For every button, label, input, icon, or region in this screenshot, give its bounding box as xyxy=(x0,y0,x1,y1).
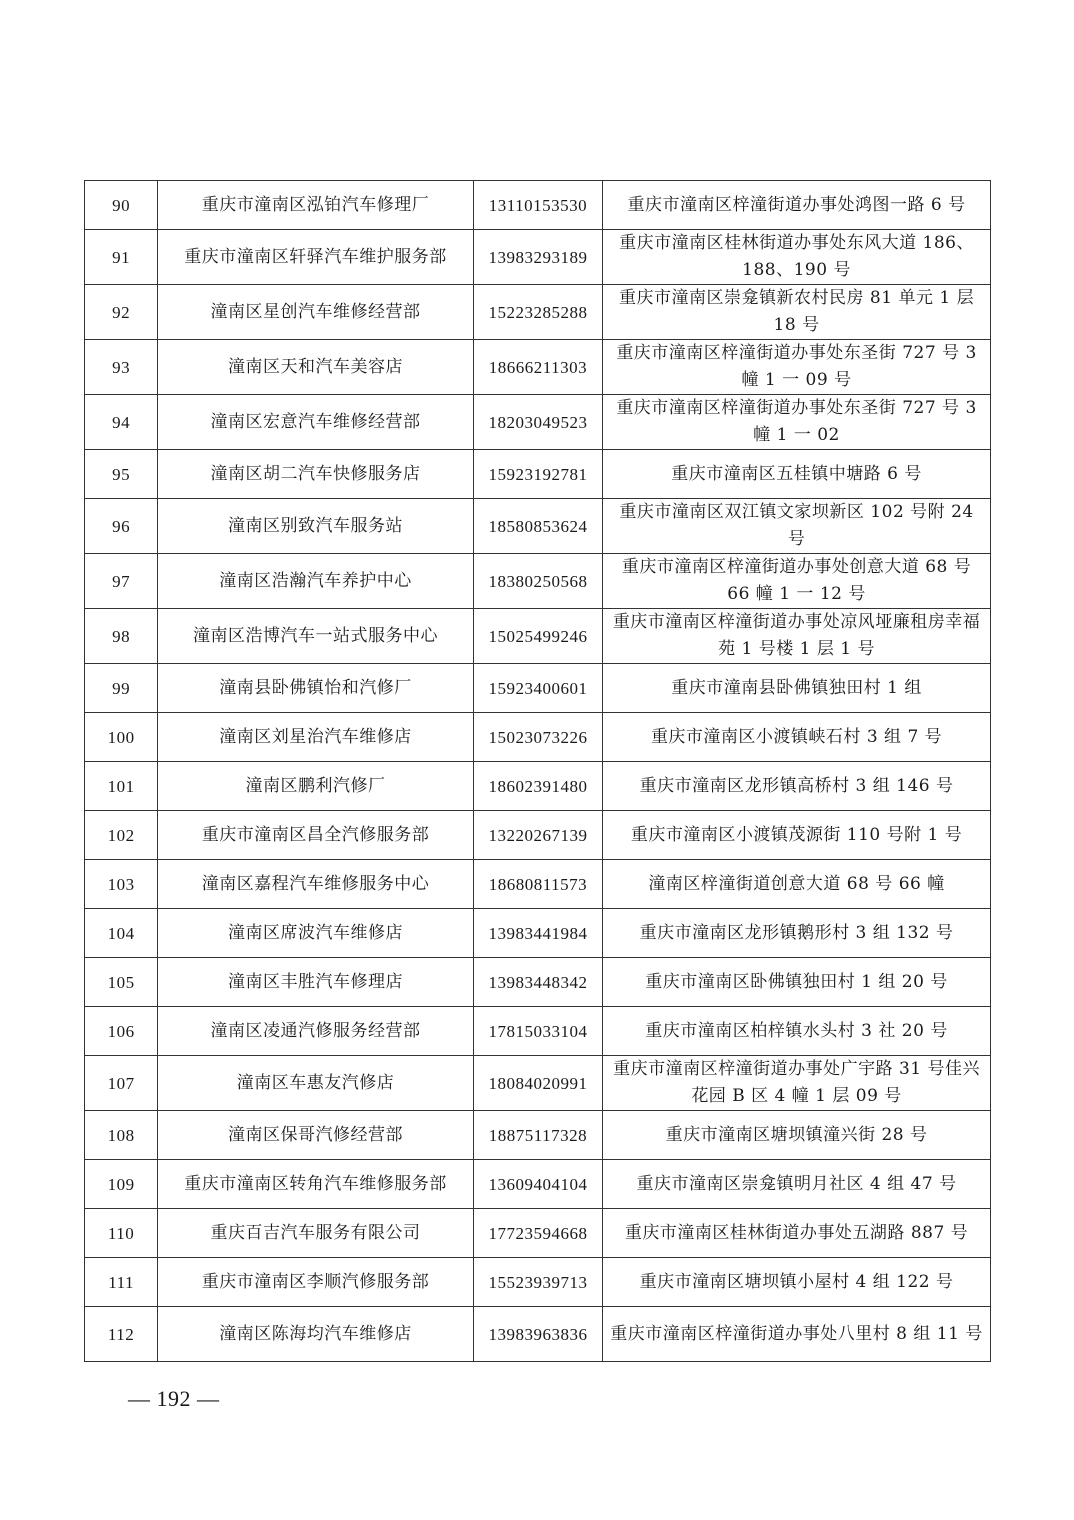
address-cell: 重庆市潼南区梓潼街道办事处东圣街 727 号 3 幢 1 一 02 xyxy=(603,395,991,450)
row-number-cell: 94 xyxy=(85,395,158,450)
address-cell: 重庆市潼南区塘坝镇潼兴街 28 号 xyxy=(603,1111,991,1160)
table-row xyxy=(85,909,991,958)
row-number-cell: 102 xyxy=(85,811,158,860)
address-cell: 重庆市潼南县卧佛镇独田村 1 组 xyxy=(603,664,991,713)
shop-name-cell: 潼南区鹏利汽修厂 xyxy=(158,762,474,811)
phone-cell: 13983448342 xyxy=(473,958,602,1007)
shop-name-cell: 潼南区陈海均汽车维修店 xyxy=(158,1307,474,1362)
row-number-cell: 106 xyxy=(85,1007,158,1056)
shop-name-cell: 潼南区嘉程汽车维修服务中心 xyxy=(158,860,474,909)
address-cell: 重庆市潼南区小渡镇峡石村 3 组 7 号 xyxy=(603,713,991,762)
table-row xyxy=(85,1307,991,1362)
phone-cell: 15523939713 xyxy=(473,1258,602,1307)
table-row xyxy=(85,1056,991,1111)
row-number-cell: 109 xyxy=(85,1160,158,1209)
address-cell: 重庆市潼南区崇龛镇新农村民房 81 单元 1 层 18 号 xyxy=(603,285,991,340)
row-number-cell: 95 xyxy=(85,450,158,499)
page-number: — 192 — xyxy=(128,1386,220,1411)
shop-name-cell: 潼南区胡二汽车快修服务店 xyxy=(158,450,474,499)
table-row xyxy=(85,395,991,450)
shop-name-cell: 潼南区保哥汽修经营部 xyxy=(158,1111,474,1160)
address-cell: 重庆市潼南区梓潼街道办事处鸿图一路 6 号 xyxy=(603,181,991,230)
address-cell: 重庆市潼南区双江镇文家坝新区 102 号附 24 号 xyxy=(603,499,991,554)
row-number-cell: 96 xyxy=(85,499,158,554)
phone-cell: 18602391480 xyxy=(473,762,602,811)
table-row xyxy=(85,285,991,340)
address-cell: 重庆市潼南区柏梓镇水头村 3 社 20 号 xyxy=(603,1007,991,1056)
phone-cell: 13983293189 xyxy=(473,230,602,285)
phone-cell: 15025499246 xyxy=(473,609,602,664)
phone-cell: 13220267139 xyxy=(473,811,602,860)
row-number-cell: 108 xyxy=(85,1111,158,1160)
phone-cell: 18680811573 xyxy=(473,860,602,909)
phone-cell: 18084020991 xyxy=(473,1056,602,1111)
shop-name-cell: 潼南区别致汽车服务站 xyxy=(158,499,474,554)
shop-name-cell: 潼南区天和汽车美容店 xyxy=(158,340,474,395)
row-number-cell: 92 xyxy=(85,285,158,340)
address-cell: 重庆市潼南区梓潼街道办事处凉风垭廉租房幸福苑 1 号楼 1 层 1 号 xyxy=(603,609,991,664)
row-number-cell: 97 xyxy=(85,554,158,609)
shop-name-cell: 潼南区刘星治汽车维修店 xyxy=(158,713,474,762)
address-cell: 重庆市潼南区五桂镇中塘路 6 号 xyxy=(603,450,991,499)
table-row xyxy=(85,1111,991,1160)
address-cell: 重庆市潼南区卧佛镇独田村 1 组 20 号 xyxy=(603,958,991,1007)
row-number-cell: 105 xyxy=(85,958,158,1007)
table-row xyxy=(85,609,991,664)
table-row xyxy=(85,811,991,860)
row-number-cell: 91 xyxy=(85,230,158,285)
shop-name-cell: 重庆市潼南区转角汽车维修服务部 xyxy=(158,1160,474,1209)
shop-name-cell: 重庆市潼南区李顺汽修服务部 xyxy=(158,1258,474,1307)
table-row xyxy=(85,664,991,713)
phone-cell: 13609404104 xyxy=(473,1160,602,1209)
table-row xyxy=(85,554,991,609)
row-number-cell: 104 xyxy=(85,909,158,958)
row-number-cell: 110 xyxy=(85,1209,158,1258)
shop-name-cell: 重庆市潼南区昌全汽修服务部 xyxy=(158,811,474,860)
address-cell: 重庆市潼南区龙形镇鹅形村 3 组 132 号 xyxy=(603,909,991,958)
phone-cell: 13110153530 xyxy=(473,181,602,230)
row-number-cell: 107 xyxy=(85,1056,158,1111)
address-cell: 重庆市潼南区塘坝镇小屋村 4 组 122 号 xyxy=(603,1258,991,1307)
shop-name-cell: 潼南区浩博汽车一站式服务中心 xyxy=(158,609,474,664)
table-row xyxy=(85,1258,991,1307)
address-cell: 重庆市潼南区桂林街道办事处五湖路 887 号 xyxy=(603,1209,991,1258)
address-cell: 重庆市潼南区崇龛镇明月社区 4 组 47 号 xyxy=(603,1160,991,1209)
phone-cell: 15023073226 xyxy=(473,713,602,762)
address-cell: 重庆市潼南区梓潼街道办事处八里村 8 组 11 号 xyxy=(603,1307,991,1362)
table-row xyxy=(85,1209,991,1258)
row-number-cell: 111 xyxy=(85,1258,158,1307)
shop-name-cell: 潼南区车惠友汽修店 xyxy=(158,1056,474,1111)
address-cell: 重庆市潼南区梓潼街道办事处创意大道 68 号 66 幢 1 一 12 号 xyxy=(603,554,991,609)
address-cell: 重庆市潼南区梓潼街道办事处东圣街 727 号 3 幢 1 一 09 号 xyxy=(603,340,991,395)
address-cell: 重庆市潼南区梓潼街道办事处广宇路 31 号佳兴花园 B 区 4 幢 1 层 09 号 xyxy=(603,1056,991,1111)
shop-name-cell: 潼南区星创汽车维修经营部 xyxy=(158,285,474,340)
shop-name-cell: 重庆百吉汽车服务有限公司 xyxy=(158,1209,474,1258)
table-row xyxy=(85,713,991,762)
row-number-cell: 101 xyxy=(85,762,158,811)
table-row xyxy=(85,340,991,395)
address-cell: 重庆市潼南区小渡镇茂源街 110 号附 1 号 xyxy=(603,811,991,860)
table-row xyxy=(85,958,991,1007)
table-row xyxy=(85,230,991,285)
row-number-cell: 112 xyxy=(85,1307,158,1362)
phone-cell: 17815033104 xyxy=(473,1007,602,1056)
shop-name-cell: 潼南县卧佛镇怡和汽修厂 xyxy=(158,664,474,713)
row-number-cell: 93 xyxy=(85,340,158,395)
table-row xyxy=(85,762,991,811)
address-cell: 重庆市潼南区桂林街道办事处东风大道 186、188、190 号 xyxy=(603,230,991,285)
phone-cell: 15923400601 xyxy=(473,664,602,713)
shop-name-cell: 重庆市潼南区泓铂汽车修理厂 xyxy=(158,181,474,230)
shop-name-cell: 潼南区丰胜汽车修理店 xyxy=(158,958,474,1007)
phone-cell: 15923192781 xyxy=(473,450,602,499)
row-number-cell: 90 xyxy=(85,181,158,230)
phone-cell: 18203049523 xyxy=(473,395,602,450)
phone-cell: 13983441984 xyxy=(473,909,602,958)
shop-name-cell: 重庆市潼南区轩驿汽车维护服务部 xyxy=(158,230,474,285)
address-cell: 重庆市潼南区龙形镇高桥村 3 组 146 号 xyxy=(603,762,991,811)
shop-name-cell: 潼南区凌通汽修服务经营部 xyxy=(158,1007,474,1056)
shop-name-cell: 潼南区浩瀚汽车养护中心 xyxy=(158,554,474,609)
phone-cell: 18666211303 xyxy=(473,340,602,395)
repair-shop-table xyxy=(84,180,991,1362)
table-body xyxy=(85,181,991,1362)
table-row xyxy=(85,181,991,230)
phone-cell: 15223285288 xyxy=(473,285,602,340)
table-row xyxy=(85,450,991,499)
phone-cell: 18875117328 xyxy=(473,1111,602,1160)
row-number-cell: 98 xyxy=(85,609,158,664)
phone-cell: 17723594668 xyxy=(473,1209,602,1258)
address-cell: 潼南区梓潼街道创意大道 68 号 66 幢 xyxy=(603,860,991,909)
row-number-cell: 103 xyxy=(85,860,158,909)
shop-name-cell: 潼南区席波汽车维修店 xyxy=(158,909,474,958)
phone-cell: 13983963836 xyxy=(473,1307,602,1362)
row-number-cell: 99 xyxy=(85,664,158,713)
table-row xyxy=(85,860,991,909)
row-number-cell: 100 xyxy=(85,713,158,762)
table-row xyxy=(85,1007,991,1056)
table-row xyxy=(85,1160,991,1209)
table-row xyxy=(85,499,991,554)
phone-cell: 18380250568 xyxy=(473,554,602,609)
shop-name-cell: 潼南区宏意汽车维修经营部 xyxy=(158,395,474,450)
phone-cell: 18580853624 xyxy=(473,499,602,554)
